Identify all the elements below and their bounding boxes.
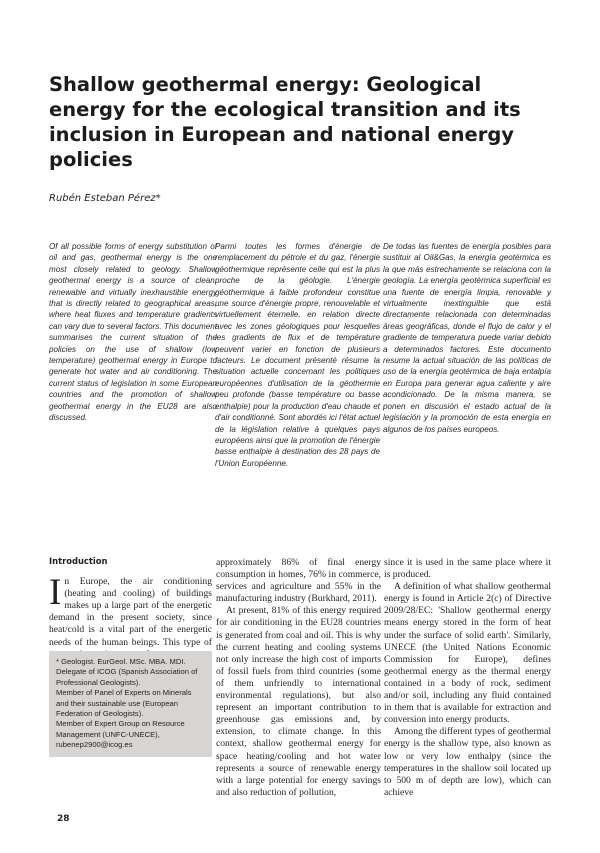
body-column-2 [216,557,381,799]
intro-text: n Europe, the air conditioning (heating and cooling) of buildings makes up a large part of the energetic demand in the present society, since heat/cold is a vital part of the energetic needs of the human beings. This type of [49,576,212,648]
author-footnote [49,651,212,757]
author-name: Rubén Esteban Pérez* [49,193,161,204]
body-column-3 [384,557,551,799]
page-number: 28 [57,814,70,824]
body-paragraph: Among the different types of geothermal energy is the shallow type, also known as low or very low enthalpy (since the temperatures in the shallow soil located up to 500 m of depth are low), which can achieve [384,726,551,798]
body-paragraph: A definition of what shallow geothermal energy is found in Article 2(c) of Directive 2009/28/EC: 'Shallow geothermal energy means energy stored in the form of heat under the surface of solid earth'. Similarly, UNECE (the United Nations Economic Commission for Europe), defines geothermal energy as the thermal energy contained in a body of rock, sediment and/or soil, including any fluid contained in them that is available for extraction and conversion into energy products. [384,581,551,726]
introduction-heading: Introduction [49,556,108,566]
abstract-french: Parmi toutes les formes d'énergie de remplacement du pétrole et du gaz, l'énergie géothermique représente celle qui est la plus proche de la géologie. L'énergie géothermique à faible profondeur constitue une source d'énergie propre, renouvelable et virtuellement éternelle, en relation directe avec les zones géologiques pour lesquelles les gradients de flux et de température peuvent varier en fonction de plusieurs facteurs. Le document présenté résume la situation actuelle concernant les politiques européennes d'utilisation de la géothermie peu profonde (basse température ou basse enthalpie) pour la production d'eau chaude et d'air conditionné. Sont abordés ici l'état actuel de la législation relative à quelques pays européens ainsi que la promotion de l'énergie basse enthalpie à destination des 28 pays de l'Union Européenne. [215,242,380,468]
footnote-line: Delegate of ICOG (Spanish Association of Professional Geologists). [56,667,198,687]
body-column-1 [49,555,212,661]
body-paragraph: approximately 86% of final energy consumption in homes, 76% in commerce, services and agriculture and 55% in the manufacturing industry (Burkhard, 2011). [216,557,381,605]
intro-paragraph [49,572,212,661]
abstract-english: Of all possible forms of energy substitution of oil and gas, geothermal energy is the one most closely related to geology. Shallow geothermal energy is a source of clean, renewable and virtually inexhaustible energy that is directly related to geographical areas, where heat fluxes and temperature gradients can vary due to several factors. This document summarises the current situation of the policies on the use of shallow (low temperature) geothermal energy in Europe to generate hot water and air conditioning. The current status of legislation in some European countries and the promotion of shallow geothermal energy in the EU28 are also discussed. [49,242,217,423]
body-paragraph: At present, 81% of this energy required for air conditioning in the EU28 countries is generated from coal and oil. This is why the current heating and cooling systems not only increase the high cost of imports of fossil fuels from third countries (some of them unfriendly to international environmental regulations), but also represent an important contribution to greenhouse gas emissions and, by extension, to climate change. In this context, shallow geothermal energy for space heating/cooling and hot water represents a source of renewable energy with a large potential for energy savings and also reduction of pollution, [216,605,381,798]
footnote-line: Member of Expert Group on Resource Management (UNFC-UNECE), [56,719,185,739]
footnote-line: Member of Panel of Experts on Minerals and their sustainable use (European Federation of Geologists). [56,688,192,719]
footnote-email[interactable]: rubenep2900@icog.es [56,740,133,750]
drop-cap: I [49,572,62,614]
footnote-line: * Geologist. EurGeol. MSc. MBA. MDI. [56,657,186,666]
abstract-spanish: De todas las fuentes de energía posibles para sustituir al Oil&Gas, la energía geotérmica es la que más estrechamente se relaciona con la geología. La energía geotérmica superficial es una fuente de energía limpia, renovable y virtualmente inextinguible que está directamente relacionada con determinadas áreas geográficas, donde el flujo de calor y el gradiente de temperatura puede variar debido a determinados factores. Este documento resume la actual situación de las políticas de uso de la energía geotérmica de baja entalpía en Europa para generar agua caliente y aire acondicionado. De la misma manera, se ponen en discusión el estado actual de la legislación y la promoción de esta energía en algunos de los países europeos. [383,242,551,434]
article-title: Shallow geothermal energy: Geological energy for the ecological transition and its inclusion in European and national energy policies [49,73,521,171]
body-paragraph: since it is used in the same place where it is produced. [384,557,551,581]
